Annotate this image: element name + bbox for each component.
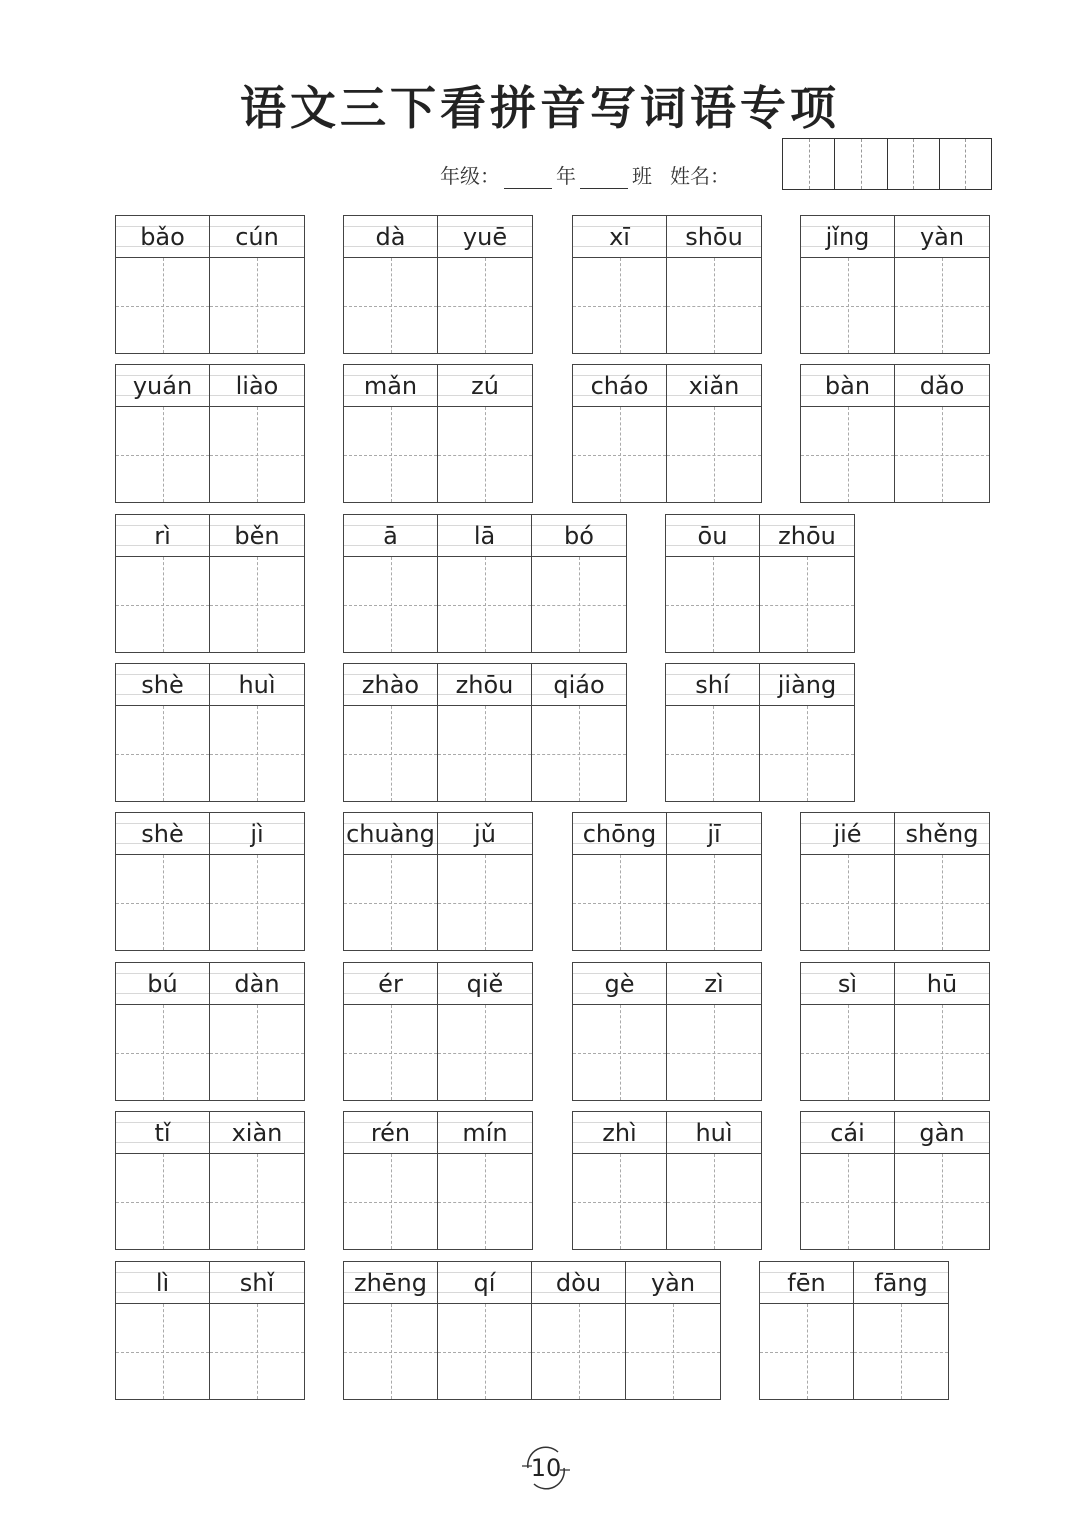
grade-blank[interactable] (504, 166, 552, 189)
character-unit (438, 365, 532, 502)
writing-grid-cell[interactable] (116, 407, 209, 502)
pinyin-label: xī (573, 216, 666, 258)
word-box (800, 364, 990, 503)
character-unit (801, 365, 895, 502)
writing-grid-cell[interactable] (532, 1304, 625, 1399)
writing-grid-cell[interactable] (116, 855, 209, 950)
character-unit (344, 813, 438, 950)
pinyin-label: lā (438, 515, 531, 557)
character-unit (573, 813, 667, 950)
pinyin-label: fāng (854, 1262, 948, 1304)
word-box (572, 1111, 762, 1250)
pinyin-label: bú (116, 963, 209, 1005)
character-unit (116, 365, 210, 502)
character-unit (344, 515, 438, 652)
pinyin-label: shǐ (210, 1262, 304, 1304)
writing-grid-cell[interactable] (438, 855, 532, 950)
writing-grid-cell[interactable] (532, 557, 626, 652)
character-unit (532, 1262, 626, 1399)
writing-grid-cell[interactable] (210, 1005, 304, 1100)
pinyin-label: cái (801, 1112, 894, 1154)
pinyin-label: mín (438, 1112, 532, 1154)
pinyin-label: yuán (116, 365, 209, 407)
pinyin-label: lì (116, 1262, 209, 1304)
word-box (665, 663, 855, 802)
writing-grid-cell[interactable] (344, 557, 437, 652)
pinyin-label: běn (210, 515, 304, 557)
writing-grid-cell[interactable] (116, 1304, 209, 1399)
word-box (800, 1111, 990, 1250)
character-unit (895, 813, 989, 950)
word-box (115, 514, 305, 653)
writing-grid-cell[interactable] (210, 557, 304, 652)
pinyin-label: liào (210, 365, 304, 407)
word-box (665, 514, 855, 653)
page-number (518, 1446, 574, 1490)
pinyin-label: zhì (573, 1112, 666, 1154)
writing-grid-cell[interactable] (438, 1304, 531, 1399)
word-box (800, 812, 990, 951)
pinyin-label: gè (573, 963, 666, 1005)
pinyin-label: ér (344, 963, 437, 1005)
character-unit (626, 1262, 720, 1399)
writing-grid-cell[interactable] (667, 855, 761, 950)
word-box (343, 1111, 533, 1250)
pinyin-label: ōu (666, 515, 759, 557)
character-unit (895, 365, 989, 502)
character-unit (532, 515, 626, 652)
writing-grid-cell[interactable] (895, 407, 989, 502)
writing-grid-cell[interactable] (438, 1005, 532, 1100)
character-unit (210, 365, 304, 502)
writing-grid-cell[interactable] (895, 258, 989, 353)
character-unit (116, 963, 210, 1100)
writing-grid-cell[interactable] (438, 706, 531, 801)
writing-grid-cell[interactable] (210, 1304, 304, 1399)
character-unit (667, 365, 761, 502)
pinyin-label: mǎn (344, 365, 437, 407)
pinyin-label: bǎo (116, 216, 209, 258)
pinyin-label: shí (666, 664, 759, 706)
character-unit (801, 963, 895, 1100)
pinyin-label: gàn (895, 1112, 989, 1154)
page-title: 语文三下看拼音写词语专项 (240, 81, 840, 135)
pinyin-label: fēn (760, 1262, 853, 1304)
character-unit (666, 664, 760, 801)
pinyin-label: zhào (344, 664, 437, 706)
writing-grid-cell[interactable] (626, 1304, 720, 1399)
word-box (572, 215, 762, 354)
word-box (115, 962, 305, 1101)
writing-grid-cell[interactable] (801, 855, 894, 950)
writing-grid-cell[interactable] (344, 706, 437, 801)
writing-grid-cell[interactable] (573, 1154, 666, 1249)
writing-grid-cell[interactable] (801, 1154, 894, 1249)
pinyin-label: jié (801, 813, 894, 855)
pinyin-label: bàn (801, 365, 894, 407)
class-blank[interactable] (580, 166, 628, 189)
word-box (343, 364, 533, 503)
grade-label: 年级： (440, 164, 500, 188)
writing-grid-cell[interactable] (210, 407, 304, 502)
character-unit (895, 1112, 989, 1249)
writing-grid-cell[interactable] (573, 855, 666, 950)
pinyin-label: xiàn (210, 1112, 304, 1154)
name-cell[interactable] (888, 139, 940, 189)
writing-grid-cell[interactable] (760, 1304, 853, 1399)
pinyin-label: hū (895, 963, 989, 1005)
word-box (343, 962, 533, 1101)
character-unit (760, 664, 854, 801)
word-box (115, 812, 305, 951)
character-unit (210, 813, 304, 950)
writing-grid-cell[interactable] (344, 1154, 437, 1249)
word-box (115, 364, 305, 503)
pinyin-label: cháo (573, 365, 666, 407)
name-input-boxes[interactable] (782, 138, 992, 190)
word-box (115, 1261, 305, 1400)
writing-grid-cell[interactable] (116, 557, 209, 652)
pinyin-label: dòu (532, 1262, 625, 1304)
word-box (343, 663, 627, 802)
writing-grid-cell[interactable] (344, 1005, 437, 1100)
character-unit (801, 216, 895, 353)
pinyin-label: zhōu (438, 664, 531, 706)
writing-grid-cell[interactable] (801, 258, 894, 353)
writing-grid-cell[interactable] (344, 407, 437, 502)
character-unit (210, 515, 304, 652)
class-label: 班 (632, 164, 652, 188)
pinyin-label: sì (801, 963, 894, 1005)
character-unit (210, 963, 304, 1100)
character-unit (854, 1262, 948, 1399)
character-unit (344, 963, 438, 1100)
writing-grid-cell[interactable] (116, 258, 209, 353)
character-unit (667, 813, 761, 950)
character-unit (344, 1262, 438, 1399)
pinyin-label: huì (210, 664, 304, 706)
pinyin-label: jǐng (801, 216, 894, 258)
pinyin-label: qí (438, 1262, 531, 1304)
pinyin-label: chōng (573, 813, 666, 855)
character-unit (210, 1262, 304, 1399)
writing-grid-cell[interactable] (760, 557, 854, 652)
character-unit (438, 1262, 532, 1399)
writing-grid-cell[interactable] (116, 1005, 209, 1100)
pinyin-label: jǔ (438, 813, 532, 855)
pinyin-label: xiǎn (667, 365, 761, 407)
writing-grid-cell[interactable] (667, 1005, 761, 1100)
character-unit (573, 216, 667, 353)
writing-grid-cell[interactable] (667, 258, 761, 353)
pinyin-label: cún (210, 216, 304, 258)
word-box (115, 215, 305, 354)
name-cell[interactable] (835, 139, 887, 189)
pinyin-label: bó (532, 515, 626, 557)
character-unit (344, 216, 438, 353)
writing-grid-cell[interactable] (666, 557, 759, 652)
character-unit (801, 813, 895, 950)
student-info (440, 160, 730, 189)
character-unit (667, 1112, 761, 1249)
writing-grid-cell[interactable] (438, 258, 532, 353)
pinyin-label: shè (116, 664, 209, 706)
pinyin-label: rén (344, 1112, 437, 1154)
character-unit (344, 1112, 438, 1249)
pinyin-label: zhēng (344, 1262, 437, 1304)
pinyin-label: yàn (626, 1262, 720, 1304)
writing-grid-cell[interactable] (210, 706, 304, 801)
character-unit (116, 1262, 210, 1399)
pinyin-label: tǐ (116, 1112, 209, 1154)
pinyin-label: dǎo (895, 365, 989, 407)
word-box (572, 364, 762, 503)
name-cell[interactable] (783, 139, 835, 189)
pinyin-label: shěng (895, 813, 989, 855)
character-unit (438, 216, 532, 353)
character-unit (438, 963, 532, 1100)
writing-grid-cell[interactable] (895, 855, 989, 950)
character-unit (116, 664, 210, 801)
writing-grid-cell[interactable] (895, 1154, 989, 1249)
character-unit (895, 216, 989, 353)
writing-grid-cell[interactable] (667, 407, 761, 502)
character-unit (344, 664, 438, 801)
character-unit (210, 1112, 304, 1249)
pinyin-label: qiáo (532, 664, 626, 706)
writing-grid-cell[interactable] (573, 258, 666, 353)
character-unit (116, 216, 210, 353)
word-box (572, 962, 762, 1101)
pinyin-label: zhōu (760, 515, 854, 557)
writing-grid-cell[interactable] (760, 706, 854, 801)
pinyin-label: jiàng (760, 664, 854, 706)
word-box (572, 812, 762, 951)
character-unit (438, 515, 532, 652)
character-unit (895, 963, 989, 1100)
writing-grid-cell[interactable] (344, 258, 437, 353)
writing-grid-cell[interactable] (438, 557, 531, 652)
word-box (800, 215, 990, 354)
pinyin-label: dàn (210, 963, 304, 1005)
word-box (759, 1261, 949, 1400)
pinyin-label: yàn (895, 216, 989, 258)
pinyin-label: rì (116, 515, 209, 557)
word-box (115, 663, 305, 802)
writing-grid-cell[interactable] (801, 1005, 894, 1100)
character-unit (760, 1262, 854, 1399)
page-number-text: 10 (530, 1454, 562, 1482)
writing-grid-cell[interactable] (210, 1154, 304, 1249)
character-unit (666, 515, 760, 652)
word-box (343, 514, 627, 653)
writing-grid-cell[interactable] (438, 1154, 532, 1249)
writing-grid-cell[interactable] (116, 1154, 209, 1249)
pinyin-label: jī (667, 813, 761, 855)
writing-grid-cell[interactable] (801, 407, 894, 502)
character-unit (667, 963, 761, 1100)
character-unit (438, 664, 532, 801)
writing-grid-cell[interactable] (895, 1005, 989, 1100)
name-label: 姓名： (670, 164, 730, 188)
pinyin-label: zú (438, 365, 532, 407)
pinyin-label: chuàng (344, 813, 437, 855)
pinyin-label: ā (344, 515, 437, 557)
pinyin-label: qiě (438, 963, 532, 1005)
word-box (115, 1111, 305, 1250)
year-label: 年 (556, 164, 576, 188)
character-unit (573, 365, 667, 502)
word-box (343, 812, 533, 951)
pinyin-label: shōu (667, 216, 761, 258)
character-unit (573, 1112, 667, 1249)
pinyin-label: huì (667, 1112, 761, 1154)
pinyin-label: shè (116, 813, 209, 855)
writing-grid-cell[interactable] (116, 706, 209, 801)
writing-grid-cell[interactable] (438, 407, 532, 502)
writing-grid-cell[interactable] (344, 855, 437, 950)
pinyin-label: yuē (438, 216, 532, 258)
writing-grid-cell[interactable] (573, 407, 666, 502)
writing-grid-cell[interactable] (210, 258, 304, 353)
name-cell[interactable] (940, 139, 991, 189)
character-unit (210, 216, 304, 353)
writing-grid-cell[interactable] (666, 706, 759, 801)
writing-grid-cell[interactable] (573, 1005, 666, 1100)
character-unit (573, 963, 667, 1100)
writing-grid-cell[interactable] (854, 1304, 948, 1399)
character-unit (667, 216, 761, 353)
pinyin-label: zì (667, 963, 761, 1005)
character-unit (116, 515, 210, 652)
character-unit (438, 1112, 532, 1249)
character-unit (801, 1112, 895, 1249)
writing-grid-cell[interactable] (210, 855, 304, 950)
pinyin-label: dà (344, 216, 437, 258)
character-unit (116, 813, 210, 950)
character-unit (438, 813, 532, 950)
writing-grid-cell[interactable] (344, 1304, 437, 1399)
character-unit (760, 515, 854, 652)
character-unit (532, 664, 626, 801)
character-unit (210, 664, 304, 801)
word-box (343, 215, 533, 354)
word-box (800, 962, 990, 1101)
character-unit (116, 1112, 210, 1249)
word-box (343, 1261, 721, 1400)
pinyin-label: jì (210, 813, 304, 855)
writing-grid-cell[interactable] (667, 1154, 761, 1249)
writing-grid-cell[interactable] (532, 706, 626, 801)
character-unit (344, 365, 438, 502)
